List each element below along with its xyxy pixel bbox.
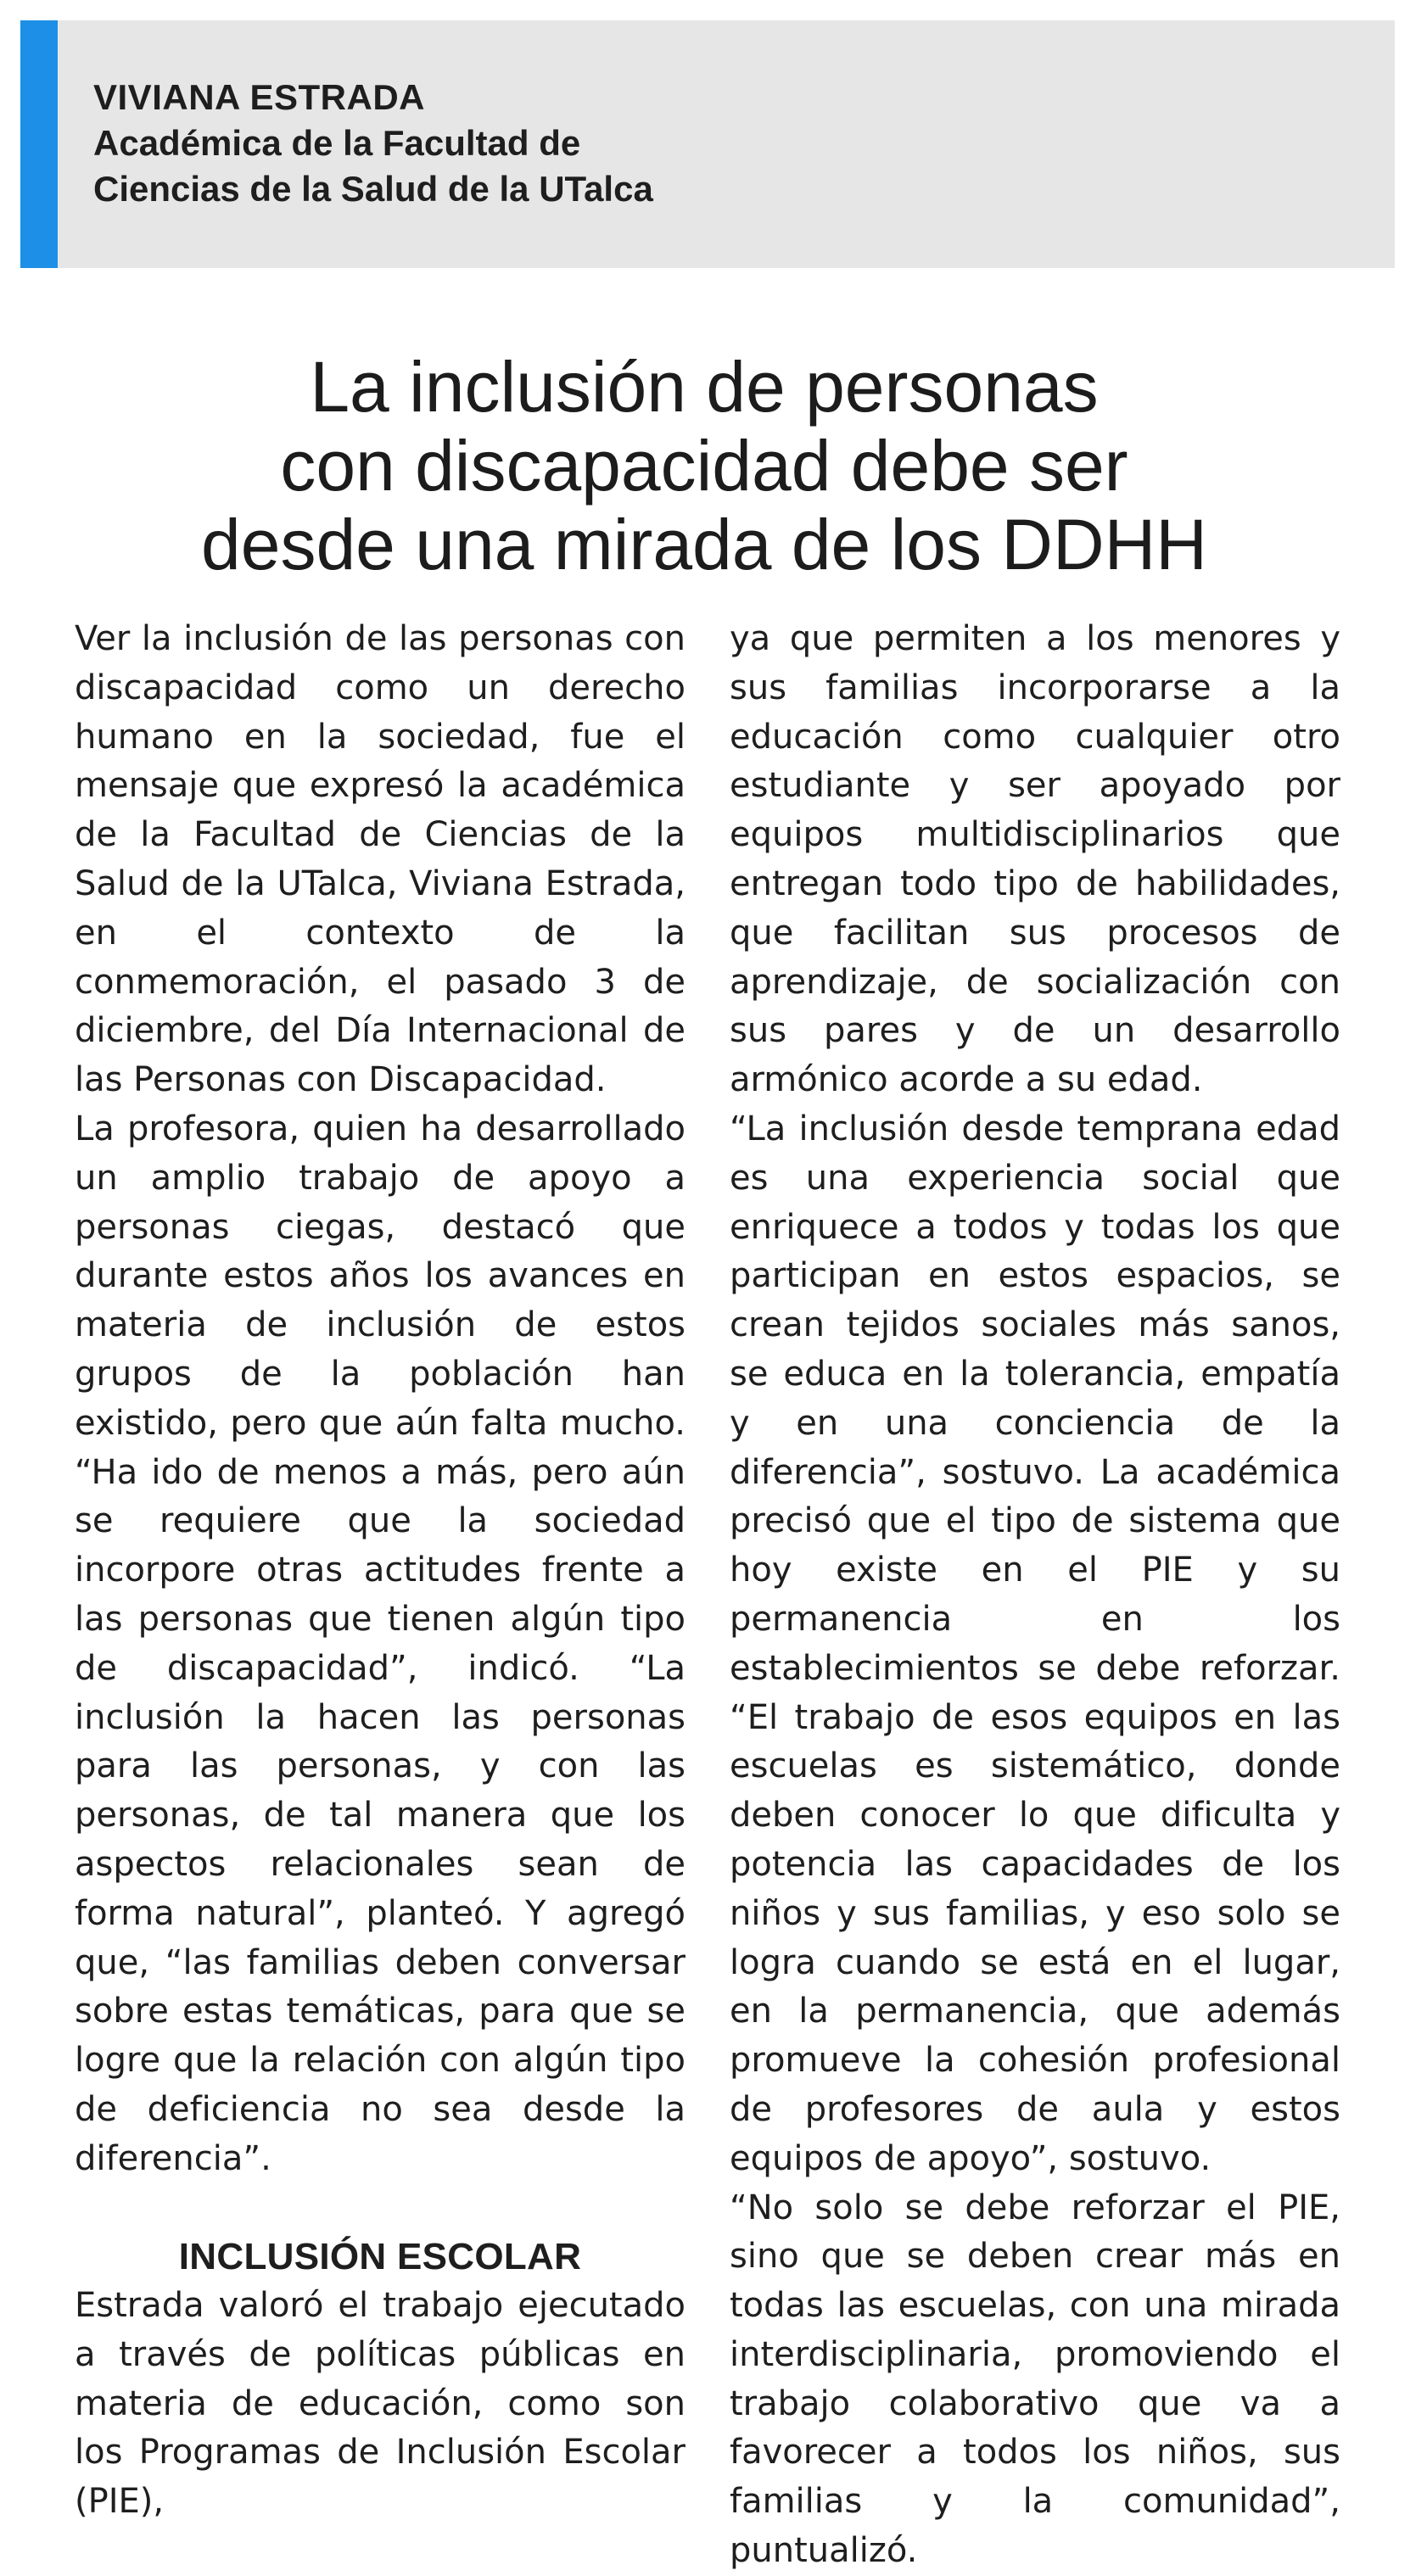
author-box	[20, 20, 1395, 268]
headline-line-3: desde una mirada de los DDHH	[201, 505, 1207, 584]
article-headline	[51, 348, 1357, 584]
headline-line-2: con discapacidad debe ser	[280, 426, 1128, 506]
right-paragraph-1: ya que permiten a los menores y sus familias incorporarse a la educación como cualquier otro estudiante y ser apoyado por equipos multidisciplinarios que entregan todo tipo de habilidades, que facilitan sus procesos de aprendizaje, de socialización con sus pares y de un desarrollo armónico acorde a su edad.	[730, 619, 1340, 1100]
right-column	[730, 615, 1340, 2576]
left-paragraph-2: La profesora, quien ha desarrollado un amplio trabajo de apoyo a personas ciegas, destacó que durante estos años los avances en materia de inclusión de estos grupos de la población han existido, pero que aún falta mucho. “Ha ido de menos a más, pero aún se requiere que la sociedad incorpore otras actitudes frente a las personas que tienen algún tipo de discapacidad”, indicó. “La inclusión la hacen las personas para las personas, y con las personas, de tal manera que los aspectos relacionales sean de forma natural”, planteó. Y agregó que, “las familias deben conversar sobre estas temáticas, para que se logre que la relación con algún tipo de deficiencia no sea desde la diferencia”.	[75, 1109, 686, 2178]
left-paragraph-3: Estrada valoró el trabajo ejecutado a través de políticas públicas en materia de educación, como son los Programas de Inclusión Escolar (PIE),	[75, 2286, 686, 2522]
left-paragraph-1: Ver la inclusión de las personas con discapacidad como un derecho humano en la sociedad, fue el mensaje que expresó la académica de la Facultad de Ciencias de la Salud de la UTalca, Viviana Estrada, en el contexto de la conmemoración, el pasado 3 de diciembre, del Día Internacional de las Personas con Discapacidad.	[75, 619, 686, 1100]
headline-line-1: La inclusión de personas	[310, 347, 1099, 427]
section-subheading: INCLUSIÓN ESCOLAR	[178, 2236, 582, 2278]
author-role-line-2: Ciencias de la Salud de la UTalca	[93, 169, 653, 209]
author-name: VIVIANA ESTRADA	[93, 77, 425, 117]
author-role-line-1: Académica de la Facultad de	[93, 123, 581, 163]
right-paragraph-3: “No solo se debe reforzar el PIE, sino que se deben crear más en todas las escuelas, con una mirada interdisciplinaria, promoviendo el trabajo colaborativo que va a favorecer a todos los niños, sus familias y la comunidad”, puntualizó.	[730, 2188, 1340, 2571]
left-column	[75, 615, 686, 2527]
right-paragraph-2: “La inclusión desde temprana edad es una experiencia social que enriquece a todos y todas los que participan en estos espacios, se crean tejidos sociales más sanos, se educa en la tolerancia, empatía y en una conciencia de la diferencia”, sostuvo. La académica precisó que el tipo de sistema que hoy existe en el PIE y su permanencia en los establecimientos se debe reforzar. “El trabajo de esos equipos en las escuelas es sistemático, donde deben conocer lo que dificulta y potencia las capacidades de los niños y sus familias, y eso solo se logra cuando se está en el lugar, en la permanencia, que además promueve la cohesión profesional de profesores de aula y estos equipos de apoyo”, sostuvo.	[730, 1109, 1340, 2178]
